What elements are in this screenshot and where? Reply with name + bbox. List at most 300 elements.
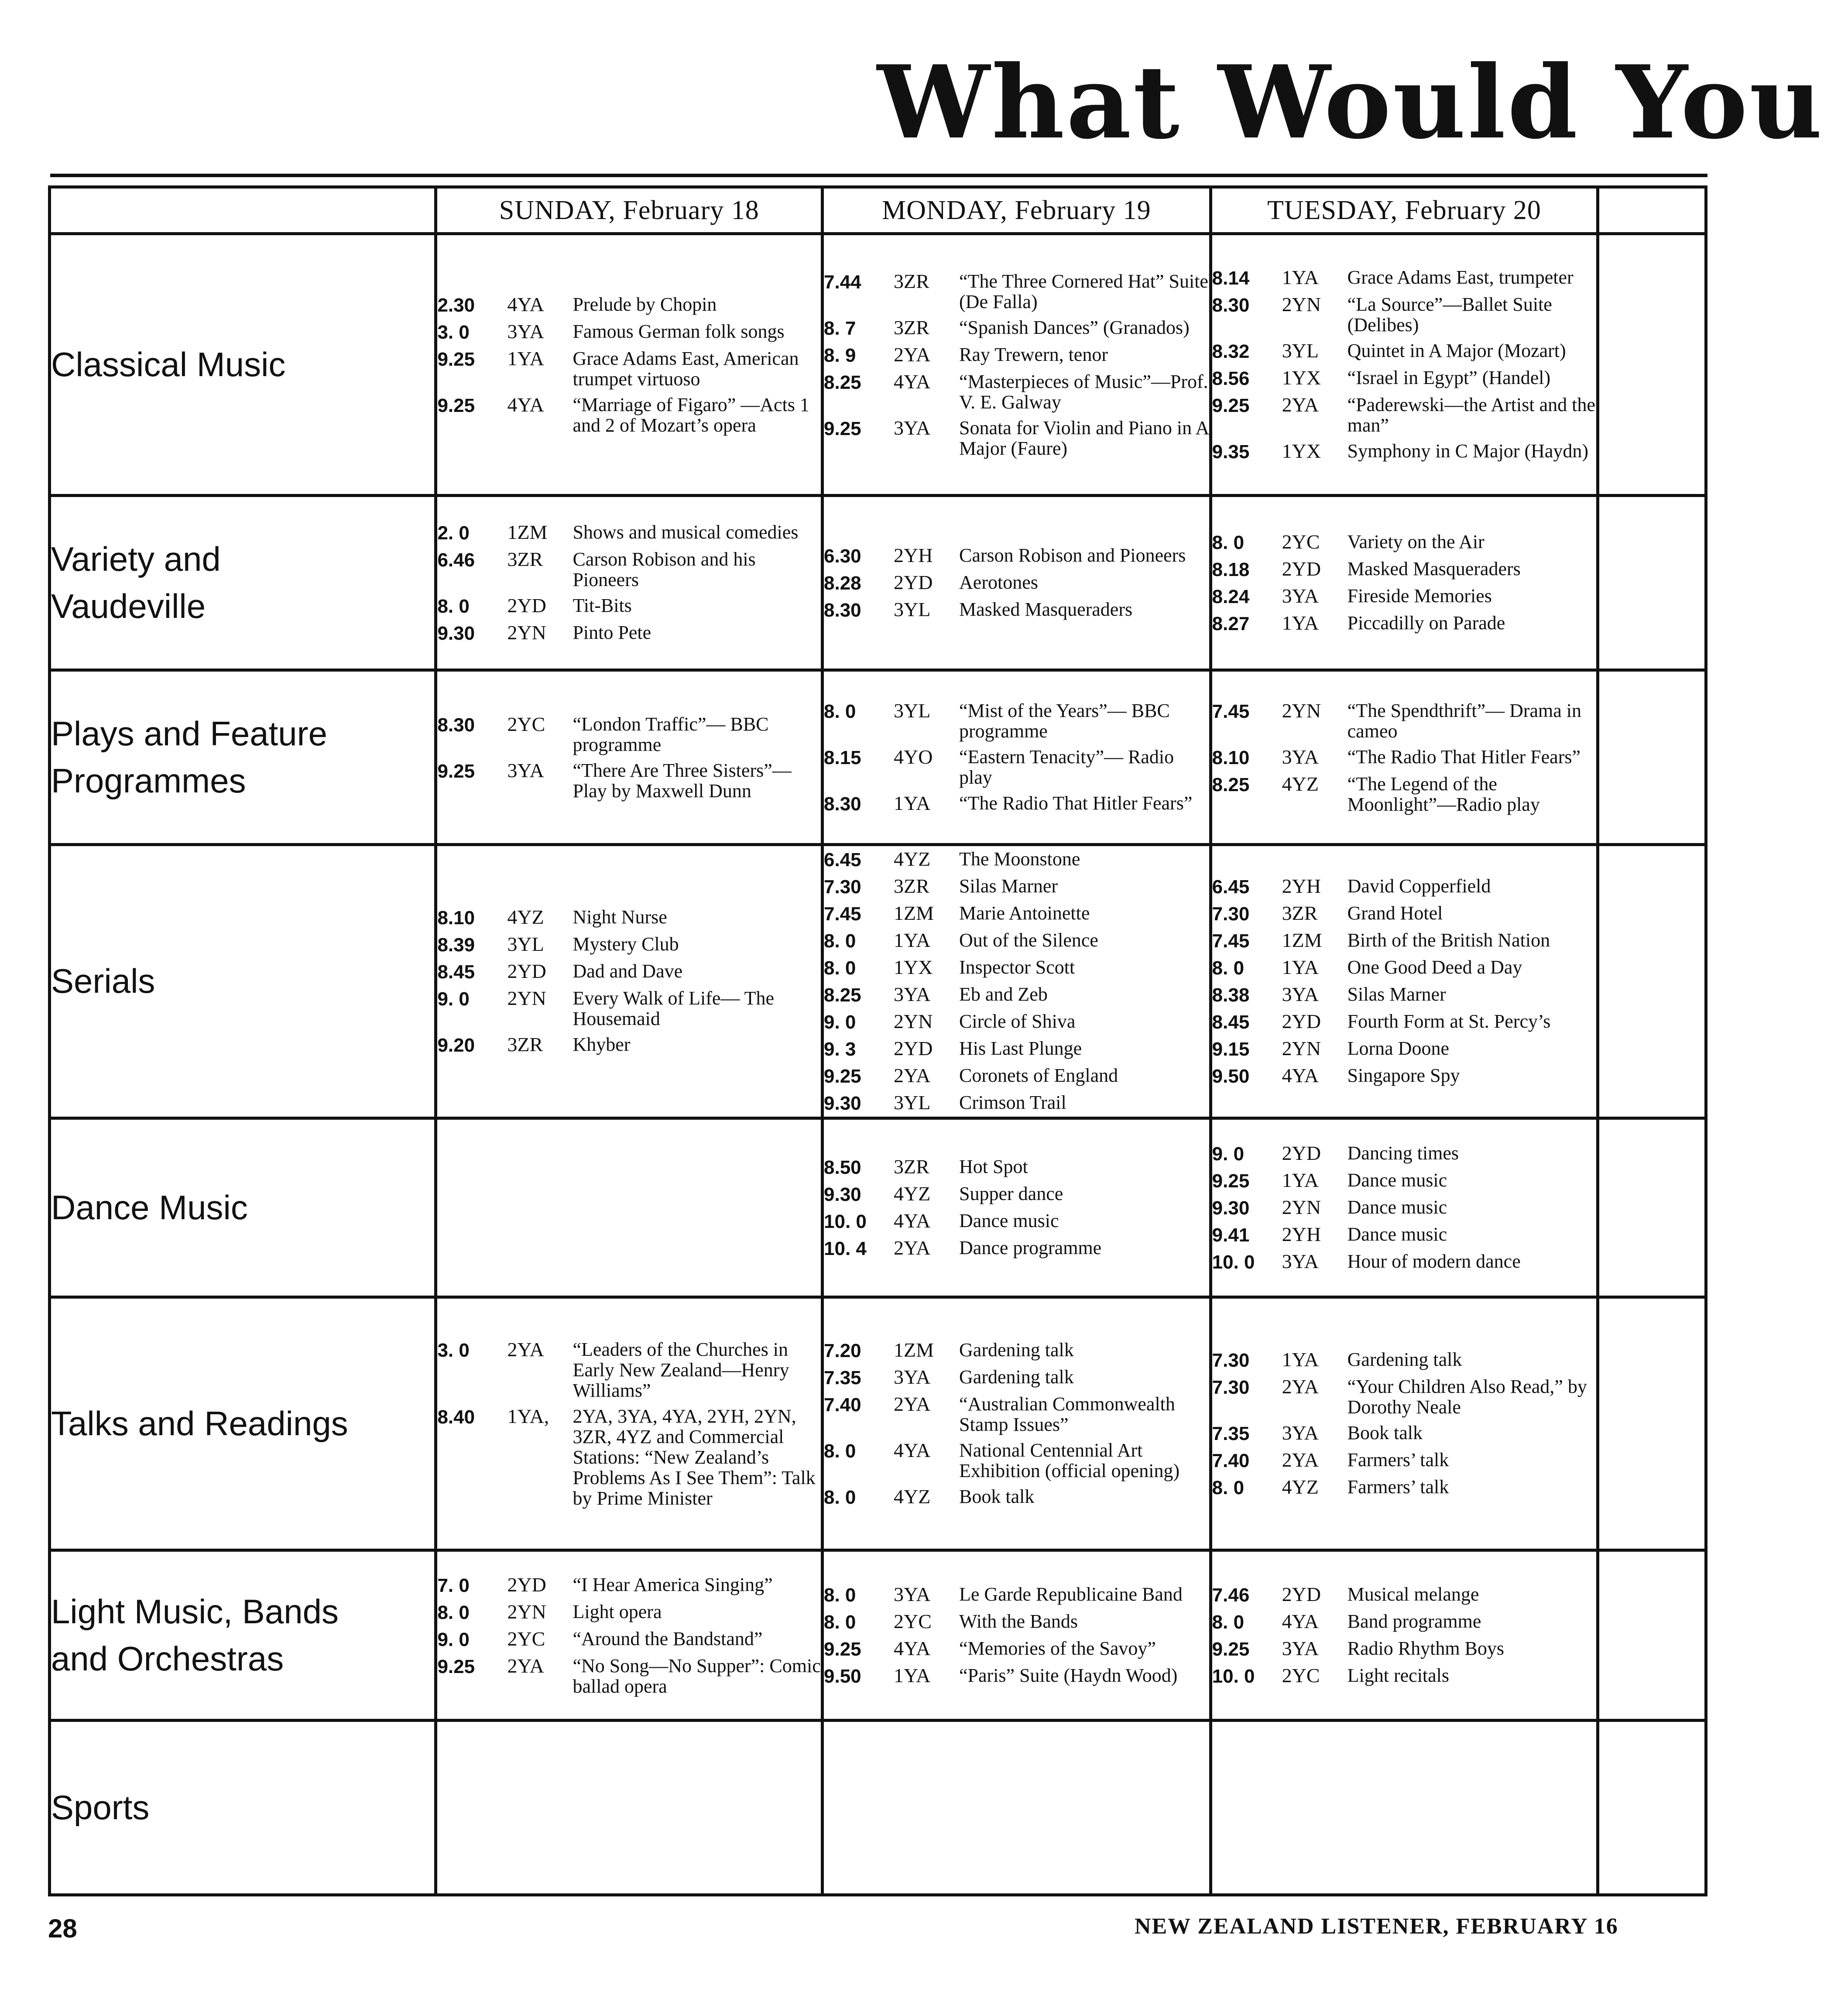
entry-time: 8.30 [824, 599, 861, 621]
entry-station: 4YZ [1282, 1475, 1319, 1498]
entry-time: 7.45 [824, 903, 861, 925]
entry-time: 7.45 [1212, 700, 1250, 722]
page-headline: What Would You [877, 44, 1824, 161]
entry-station: 1ZM [507, 521, 548, 543]
schedule-entry [1212, 1197, 1597, 1219]
entry-time: 8.25 [824, 984, 861, 1006]
entry-station: 2YN [1282, 293, 1321, 315]
next-day-stub-cell [1598, 670, 1706, 845]
entry-time: 9.15 [1212, 1039, 1250, 1060]
entry-time: 8.50 [824, 1156, 861, 1178]
schedule-entry [824, 849, 1209, 871]
entry-program: Hour of modern dance [1347, 1250, 1521, 1272]
entry-program: “La Source”—Ballet Suite (Delibes) [1347, 293, 1552, 336]
day-header-monday: MONDAY, February 19 [823, 187, 1211, 234]
entry-list [824, 846, 1209, 1117]
entry-list [437, 711, 821, 804]
entry-time: 9.25 [437, 760, 475, 782]
category-row [50, 670, 1706, 845]
entry-time: 8. 0 [824, 1486, 856, 1508]
schedule-entry [1212, 700, 1597, 741]
entry-time: 8. 0 [1212, 1611, 1245, 1633]
entry-time: 9.50 [1212, 1066, 1250, 1087]
entry-program: Marie Antoinette [959, 902, 1090, 924]
entry-program: “The Three Cornered Hat” Suite (De Falla) [959, 270, 1208, 312]
schedule-cell [823, 670, 1211, 845]
entry-station: 2YA [894, 1064, 931, 1087]
entry-time: 3. 0 [437, 1339, 470, 1361]
category-cell [50, 1550, 436, 1721]
entry-time: 8. 0 [824, 1611, 856, 1633]
entry-time: 8.10 [437, 907, 475, 929]
schedule-entry [437, 1629, 821, 1650]
schedule-entry [1212, 1665, 1597, 1687]
schedule-entry [437, 595, 821, 617]
entry-station: 4YA [1282, 1064, 1319, 1087]
entry-time: 9.25 [1212, 1638, 1250, 1660]
category-name: Plays and Feature Programmes [51, 714, 328, 800]
entry-time: 10. 0 [824, 1210, 867, 1232]
entry-time: 8.30 [824, 793, 861, 815]
entry-station: 2YD [507, 960, 546, 982]
entry-time: 10. 0 [1212, 1251, 1255, 1273]
entry-program: Shows and musical comedies [573, 521, 799, 543]
entry-time: 8. 0 [824, 1440, 856, 1462]
schedule-entry [824, 903, 1209, 925]
entry-program: Birth of the British Nation [1347, 929, 1550, 951]
entry-station: 3YA [894, 416, 931, 439]
entry-program: Piccadilly on Parade [1347, 612, 1505, 634]
entry-time: 7.46 [1212, 1584, 1250, 1606]
schedule-entry [824, 1011, 1209, 1033]
schedule-entry [1212, 441, 1597, 463]
entry-list [1212, 529, 1597, 637]
schedule-cell [1210, 1118, 1598, 1297]
entry-station: 2YD [1282, 1142, 1321, 1164]
entry-time: 8.32 [1212, 340, 1250, 362]
entry-program: Light recitals [1347, 1664, 1450, 1686]
schedule-entry [1212, 531, 1597, 553]
entry-station: 2YN [1282, 1037, 1321, 1059]
entry-program: Dance programme [959, 1237, 1102, 1258]
entry-station: 3YA [1282, 983, 1319, 1005]
schedule-cell [823, 1550, 1211, 1721]
entry-time: 9. 3 [824, 1039, 856, 1060]
schedule-entry [824, 957, 1209, 979]
entry-time: 2. 0 [437, 522, 470, 544]
schedule-entry [1212, 984, 1597, 1006]
schedule-entry [824, 1665, 1209, 1687]
entry-time: 8. 0 [824, 1584, 856, 1606]
entry-program: Book talk [1347, 1422, 1423, 1443]
category-cell [50, 670, 436, 845]
schedule-cell [1210, 1297, 1598, 1550]
entry-station: 3YA [1282, 1250, 1319, 1272]
schedule-entry [824, 747, 1209, 788]
entry-program: “Memories of the Savoy” [959, 1637, 1156, 1659]
entry-program: Dad and Dave [573, 960, 683, 982]
entry-time: 9.41 [1212, 1224, 1250, 1246]
schedule-cell [436, 1550, 823, 1721]
schedule-entry [824, 984, 1209, 1006]
schedule-entry [437, 714, 821, 755]
entry-station: 3YA [1282, 745, 1319, 768]
entry-station: 1YA [894, 929, 931, 951]
entry-station: 2YC [894, 1610, 932, 1632]
page-number: 28 [48, 1914, 77, 1943]
schedule-cell [436, 234, 823, 496]
entry-station: 2YA [894, 1392, 931, 1415]
entry-program: 2YA, 3YA, 4YA, 2YH, 2YN, 3ZR, 4YZ and Commercial Stations: “New Zealand’s Problems As I See Them”: Talk by Prime Minister [573, 1405, 816, 1509]
schedule-entry [1212, 267, 1597, 289]
entry-station: 3ZR [1282, 902, 1318, 924]
next-day-stub-cell [1598, 496, 1706, 670]
entry-time: 8.15 [824, 747, 861, 768]
entry-station: 3YA [507, 759, 544, 782]
entry-program: Inspector Scott [959, 957, 1075, 978]
entry-list [1212, 873, 1597, 1090]
schedule-cell [1210, 234, 1598, 496]
entry-station: 3YA [1282, 1637, 1319, 1659]
entry-station: 4YA [894, 1209, 931, 1232]
entry-station: 4YA [894, 1439, 931, 1461]
entry-station: 4YA [894, 370, 931, 393]
entry-program: “Israel in Egypt” (Handel) [1347, 367, 1551, 388]
entry-station: 2YH [1282, 1223, 1321, 1245]
entry-program: Le Garde Republicaine Band [959, 1583, 1183, 1605]
entry-list [1212, 264, 1597, 465]
entry-program: His Last Plunge [959, 1038, 1082, 1059]
schedule-entry [1212, 1477, 1597, 1498]
category-name: Talks and Readings [51, 1404, 348, 1443]
entry-program: Grace Adams East, trumpeter [1347, 266, 1574, 288]
schedule-entry [1212, 1450, 1597, 1471]
entry-station: 2YD [507, 594, 546, 617]
day-header-tuesday: TUESDAY, February 20 [1210, 187, 1598, 234]
entry-program: The Moonstone [959, 848, 1080, 870]
entry-program: Dance music [1347, 1223, 1447, 1245]
entry-program: Carson Robison and Pioneers [959, 544, 1186, 566]
entry-program: Out of the Silence [959, 929, 1098, 951]
publication-line: NEW ZEALAND LISTENER, FEBRUARY 16 [1135, 1914, 1618, 1939]
entry-station: 2YN [1282, 699, 1321, 722]
schedule-entry [824, 1394, 1209, 1435]
schedule-entry [1212, 586, 1597, 607]
entry-list [824, 1581, 1209, 1690]
entry-program: “Masterpieces of Music”—Prof. V. E. Galway [959, 370, 1208, 413]
entry-station: 1YX [894, 956, 933, 978]
schedule-entry [824, 1440, 1209, 1481]
entry-station: 2YN [1282, 1196, 1321, 1218]
entry-time: 8.56 [1212, 367, 1250, 389]
entry-time: 6.45 [824, 849, 861, 871]
next-day-stub-cell [1598, 1297, 1706, 1550]
schedule-entry [437, 1339, 821, 1401]
entry-station: 2YA [894, 343, 931, 366]
schedule-entry [824, 876, 1209, 898]
entry-time: 9. 0 [437, 1629, 470, 1650]
next-day-stub-cell [1598, 845, 1706, 1118]
entry-station: 3YA [894, 1365, 931, 1388]
entry-program: Silas Marner [959, 875, 1058, 897]
schedule-entry [824, 1238, 1209, 1259]
entry-station: 4YA [507, 293, 544, 315]
schedule-entry [1212, 559, 1597, 580]
entry-station: 3YL [1282, 339, 1319, 362]
entry-program: Every Walk of Life— The Housemaid [573, 987, 775, 1029]
entry-station: 4YZ [1282, 772, 1319, 795]
schedule-entry [1212, 903, 1597, 925]
schedule-cell [1210, 496, 1598, 670]
entry-station: 4YA [894, 1637, 931, 1659]
entry-station: 2YA [507, 1338, 544, 1361]
entry-station: 2YA [894, 1236, 931, 1259]
entry-time: 8.45 [437, 961, 475, 983]
entry-time: 10. 4 [824, 1238, 867, 1259]
schedule-cell [436, 845, 823, 1118]
entry-station: 2YA [507, 1654, 544, 1677]
entry-program: Farmers’ talk [1347, 1476, 1449, 1498]
category-row [50, 496, 1706, 670]
entry-program: “Eastern Tenacity”— Radio play [959, 746, 1174, 788]
entry-station: 4YZ [894, 1182, 931, 1205]
schedule-cell [823, 234, 1211, 496]
category-cell [50, 845, 436, 1118]
schedule-cell [436, 496, 823, 670]
schedule-entry [1212, 394, 1597, 435]
entry-time: 9.25 [437, 394, 475, 416]
schedule-entry [1212, 1376, 1597, 1417]
schedule-entry [437, 1034, 821, 1056]
entry-station: 2YD [1282, 557, 1321, 580]
entry-station: 4YA [507, 393, 544, 416]
entry-time: 8.38 [1212, 984, 1250, 1006]
schedule-entry [824, 700, 1209, 741]
next-day-stub-cell [1598, 1721, 1706, 1895]
entry-station: 2YC [1282, 530, 1320, 553]
entry-time: 9. 0 [437, 988, 470, 1010]
entry-program: “London Traffic”— BBC programme [573, 713, 769, 755]
category-row [50, 1297, 1706, 1550]
entry-time: 8.28 [824, 572, 861, 594]
entry-program: Pinto Pete [573, 621, 651, 643]
entry-station: 1YX [1282, 366, 1321, 389]
schedule-entry [437, 522, 821, 544]
entry-program: Grand Hotel [1347, 902, 1443, 924]
entry-program: Gardening talk [959, 1366, 1074, 1388]
entry-time: 9.30 [824, 1093, 861, 1114]
entry-time: 6.46 [437, 549, 475, 571]
entry-program: Silas Marner [1347, 984, 1446, 1005]
entry-time: 9.50 [824, 1665, 861, 1687]
entry-program: “The Legend of the Moonlight”—Radio play [1347, 773, 1540, 815]
schedule-cell [436, 670, 823, 845]
entry-program: Gardening talk [959, 1339, 1074, 1361]
entry-time: 7.40 [824, 1394, 861, 1416]
entry-time: 6.45 [1212, 876, 1250, 898]
entry-time: 2.30 [437, 294, 475, 316]
entry-time: 9.25 [824, 1638, 861, 1660]
schedule-entry [824, 418, 1209, 459]
entry-program: Supper dance [959, 1183, 1063, 1204]
entry-time: 9.35 [1212, 441, 1250, 463]
entry-program: Dance music [1347, 1169, 1447, 1191]
entry-time: 6.30 [824, 545, 861, 567]
entry-station: 3YA [507, 320, 544, 343]
entry-program: Prelude by Chopin [573, 293, 717, 315]
entry-station: 2YH [1282, 875, 1321, 897]
entry-station: 1YA [1282, 1348, 1319, 1371]
entry-program: Masked Masqueraders [959, 598, 1133, 620]
category-name: Classical Music [51, 345, 286, 384]
schedule-entry [1212, 876, 1597, 898]
entry-list [437, 1337, 821, 1511]
schedule-entry [824, 1367, 1209, 1389]
schedule-entry [437, 934, 821, 956]
entry-station: 4YZ [507, 906, 544, 928]
entry-station: 1ZM [1282, 929, 1322, 951]
schedule-entry [437, 961, 821, 983]
schedule-entry [824, 1584, 1209, 1606]
category-name: Serials [51, 962, 155, 1001]
entry-station: 2YN [507, 987, 546, 1009]
entry-time: 7.30 [1212, 903, 1250, 925]
entry-station: 3ZR [894, 875, 929, 897]
entry-time: 8.39 [437, 934, 475, 956]
entry-program: Dance music [959, 1210, 1059, 1231]
entry-program: Mystery Club [573, 933, 679, 955]
category-cell [50, 234, 436, 496]
entry-program: Carson Robison and his Pioneers [573, 548, 756, 590]
entry-time: 8. 0 [437, 1601, 470, 1623]
entry-program: “Leaders of the Churches in Early New Zealand—Henry Williams” [573, 1338, 789, 1401]
entry-time: 8.14 [1212, 267, 1250, 289]
schedule-cell [436, 1118, 823, 1297]
schedule-entry [824, 572, 1209, 594]
entry-program: Book talk [959, 1485, 1035, 1507]
entry-time: 9.25 [437, 1656, 475, 1677]
schedule-entry [824, 271, 1209, 312]
entry-list [437, 519, 821, 647]
entry-program: “Paderewski—the Artist and the man” [1347, 394, 1595, 436]
entry-program: “Paris” Suite (Haydn Wood) [959, 1664, 1178, 1686]
header-rule [50, 174, 1707, 177]
category-name: Variety and Vaudeville [51, 539, 221, 625]
entry-program: “Australian Commonwealth Stamp Issues” [959, 1393, 1175, 1435]
entry-program: Farmers’ talk [1347, 1449, 1449, 1471]
entry-station: 3ZR [507, 1033, 543, 1056]
entry-station: 1ZM [894, 1338, 934, 1361]
schedule-table [48, 185, 1707, 1896]
category-row [50, 234, 1706, 496]
entry-station: 1YA [894, 792, 931, 814]
category-row [50, 1118, 1706, 1297]
entry-time: 8. 0 [1212, 957, 1245, 979]
entry-time: 8. 0 [824, 700, 856, 722]
category-row [50, 1550, 1706, 1721]
schedule-entry [1212, 340, 1597, 362]
entry-time: 8. 0 [824, 957, 856, 979]
entry-program: Aerotones [959, 571, 1038, 593]
entry-time: 7.30 [1212, 1376, 1250, 1398]
entry-program: Ray Trewern, tenor [959, 343, 1108, 365]
schedule-entry [437, 1406, 821, 1509]
schedule-cell [823, 1721, 1211, 1895]
entry-time: 7.35 [1212, 1423, 1250, 1444]
schedule-entry [1212, 1251, 1597, 1273]
schedule-entry [824, 1092, 1209, 1114]
entry-program: Crimson Trail [959, 1092, 1066, 1113]
entry-time: 8. 9 [824, 344, 856, 366]
entry-station: 2YC [1282, 1664, 1320, 1687]
schedule-entry [1212, 1065, 1597, 1087]
schedule-entry [824, 371, 1209, 412]
schedule-entry [824, 1183, 1209, 1205]
entry-station: 2YH [894, 544, 933, 566]
entry-program: Band programme [1347, 1610, 1481, 1632]
schedule-cell [436, 1297, 823, 1550]
entry-list [437, 904, 821, 1059]
schedule-cell [823, 1118, 1211, 1297]
entry-station: 3YA [1282, 1421, 1319, 1444]
schedule-entry [1212, 1423, 1597, 1444]
entry-station: 4YZ [894, 848, 931, 870]
entry-time: 9.25 [824, 418, 861, 439]
entry-list [1212, 698, 1597, 817]
entry-program: Symphony in C Major (Haydn) [1347, 440, 1589, 462]
entry-time: 9.25 [1212, 394, 1250, 416]
entry-time: 8.18 [1212, 559, 1250, 580]
entry-program: Dance music [1347, 1196, 1447, 1218]
entry-station: 3YA [1282, 584, 1319, 607]
schedule-entry [437, 321, 821, 343]
entry-program: Eb and Zeb [959, 984, 1048, 1005]
schedule-entry [437, 394, 821, 435]
schedule-entry [824, 1065, 1209, 1087]
entry-program: “The Spendthrift”— Drama in cameo [1347, 699, 1582, 742]
entry-program: “Marriage of Figaro” —Acts 1 and 2 of Mozart’s opera [573, 394, 809, 436]
entry-program: Quintet in A Major (Mozart) [1347, 339, 1566, 361]
schedule-entry [824, 545, 1209, 567]
category-header-cell [50, 187, 436, 234]
next-day-stub-cell [1598, 1550, 1706, 1721]
category-name: Light Music, Bands and Orchestras [51, 1592, 339, 1678]
entry-time: 9.20 [437, 1035, 475, 1056]
schedule-cell [1210, 1721, 1598, 1895]
entry-time: 8. 7 [824, 317, 856, 339]
entry-time: 8.45 [1212, 1011, 1250, 1033]
entry-time: 8.40 [437, 1406, 475, 1428]
entry-station: 1ZM [894, 902, 934, 924]
entry-program: Radio Rhythm Boys [1347, 1637, 1505, 1659]
entry-station: 4YZ [894, 1485, 931, 1508]
schedule-entry [824, 1038, 1209, 1060]
entry-program: Famous German folk songs [573, 320, 785, 342]
schedule-entry [1212, 1011, 1597, 1033]
entry-program: Masked Masqueraders [1347, 558, 1521, 579]
entry-program: Grace Adams East, American trumpet virtuoso [573, 347, 799, 390]
entry-list [1212, 1140, 1597, 1275]
next-day-stub [1598, 187, 1706, 234]
entry-station: 2YD [1282, 1583, 1321, 1605]
schedule-entry [824, 930, 1209, 952]
entry-program: With the Bands [959, 1610, 1078, 1632]
entry-program: “The Radio That Hitler Fears” [1347, 746, 1581, 768]
schedule-entry [824, 1611, 1209, 1633]
schedule-entry [1212, 1611, 1597, 1633]
entry-station: 2YA [1282, 1375, 1319, 1398]
category-cell [50, 496, 436, 670]
